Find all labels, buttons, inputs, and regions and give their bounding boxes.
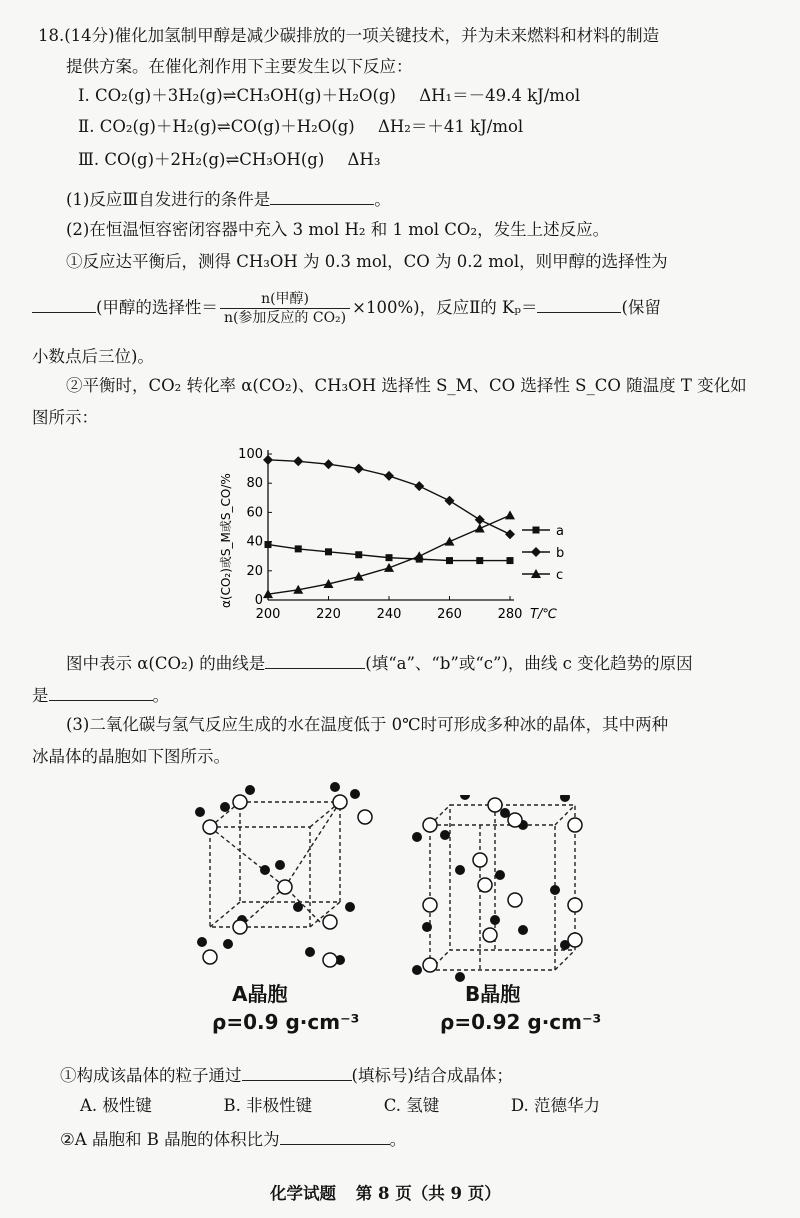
selectivity-fraction: $\frac{\text{n(甲醇)}}{\text{n(参加反应的 CO₂)}}$ [220,290,350,327]
question-intro-2: 提供方案。在催化剂作用下主要发生以下反应： [66,57,413,76]
option-b: B. 非极性键 [223,1096,313,1115]
part2-q2-line2: 图所示： [32,408,98,427]
point-b-280 [505,529,515,539]
y-tick-label: 100 [238,447,263,462]
legend-label-a: a [556,524,564,539]
option-list [80,1094,600,1118]
y-tick-label: 60 [246,505,263,521]
point-c-280 [505,510,515,519]
reaction-2: Ⅱ. CO₂(g)＋H₂(g)⇌CO(g)＋H₂O(g) ΔH₂＝＋41 kJ/mol [78,117,524,136]
point-b-220 [324,459,334,469]
part2-q2-line1: ②平衡时，CO₂ 转化率 α(CO₂)、CH₃OH 选择性 S_M、CO 选择性 S_CO 随温度 T 变化如 [66,376,747,395]
point-c-260 [445,537,455,546]
point-c-270 [475,523,485,532]
part3-q1: ①构成该晶体的粒子通过 (填标号)结合成晶体； [60,1062,513,1088]
reaction-2-enthalpy: ΔH₂＝＋41 kJ/mol [378,117,524,136]
cell-a-label: A晶胞 [232,982,288,1006]
answer-blank-selectivity[interactable] [32,294,96,313]
option-a: A. 极性键 [80,1096,152,1115]
point-b-210 [293,456,303,466]
cell-b-label: B晶胞 [465,982,521,1006]
answer-blank-kp[interactable] [537,294,621,313]
cell-b-density: ρ=0.92 g·cm⁻³ [440,1010,602,1034]
reaction-1-equation: CO₂(g)＋3H₂(g)⇌CH₃OH(g)＋H₂O(g) [95,86,396,105]
question-header [38,24,659,48]
point-a-210 [295,545,302,552]
reaction-3-equation: CO(g)＋2H₂(g)⇌CH₃OH(g) [104,150,325,169]
y-tick-label: 20 [246,563,263,579]
x-tick-label: 260 [437,607,462,622]
x-axis-label: T/℃ [530,607,557,622]
point-c-240 [384,563,394,572]
point-a-280 [507,557,514,564]
y-tick-label: 80 [246,476,263,492]
reaction-3-enthalpy: ΔH₃ [347,150,381,169]
answer-blank-reason[interactable] [49,682,153,701]
answer-blank-bond[interactable] [242,1062,352,1081]
reaction-1-enthalpy: ΔH₁＝－49.4 kJ/mol [419,86,581,105]
part2-q1-line1: ①反应达平衡后，测得 CH₃OH 为 0.3 mol，CO 为 0.2 mol，则甲醇的选择性为 [66,252,668,271]
y-tick-label: 0 [254,593,263,608]
cell-a-density: ρ=0.9 g·cm⁻³ [212,1010,360,1034]
option-d: D. 范德华力 [510,1096,600,1115]
part2-q2-reason: 是 。 [32,682,169,708]
point-b-270 [475,515,485,525]
reaction-1: Ⅰ. CO₂(g)＋3H₂(g)⇌CH₃OH(g)＋H₂O(g) ΔH₁＝－49.4 kJ/mol [78,86,581,105]
temperature-chart [210,440,590,640]
point-a-270 [476,557,483,564]
part3-line1: (3)二氧化碳与氢气反应生成的水在温度低于 0℃时可形成多种冰的晶体，其中两种 [66,715,669,734]
part3-q2: ②A 晶胞和 B 晶胞的体积比为 。 [60,1126,406,1152]
part2-text: (2)在恒温恒容密闭容器中充入 3 mol H₂ 和 1 mol CO₂，发生上述反应。 [66,220,610,239]
footer-subject: 化学试题 [270,1184,336,1203]
x-tick-label: 280 [497,607,523,622]
point-a-200 [265,541,272,548]
part2-q1-line3: 小数点后三位)。 [32,347,154,366]
reaction-3: Ⅲ. CO(g)＋2H₂(g)⇌CH₃OH(g) ΔH₃ [78,150,381,169]
legend-marker-a [533,527,540,534]
question-intro-1: 催化加氢制甲醇是减少碳排放的一项关键技术，并为未来燃料和材料的制造 [114,26,660,45]
point-b-230 [354,464,364,474]
part2-q1-formula: (甲醇的选择性＝ $\frac{\text{n(甲醇)}}{\text{n(参加反应的 CO₂)}}$ ×100%)，反应Ⅱ的 Kₚ＝ (保留 [32,290,661,327]
point-b-200 [263,455,273,465]
part2-q2-answer: 图中表示 α(CO₂) 的曲线是 (填“a”、“b”或“c”)，曲线 c 变化趋势的原因 [66,650,693,676]
point-b-240 [384,471,394,481]
x-tick-label: 200 [255,607,281,622]
point-b-250 [414,481,424,491]
y-axis-label: α(CO₂)或S_M或S_CO/% [219,473,233,608]
point-a-260 [446,557,453,564]
question-score: (14分) [64,26,115,45]
option-c: C. 氢键 [383,1096,440,1115]
answer-blank-curve[interactable] [265,650,365,669]
point-a-230 [355,551,362,558]
legend-label-b: b [556,546,565,561]
question-number: 18. [38,26,65,45]
part3-line2: 冰晶体的晶胞如下图所示。 [32,747,230,766]
y-tick-label: 40 [246,534,263,550]
footer-page: 第 8 页（共 9 页） [355,1184,501,1203]
page-footer [270,1182,501,1206]
reaction-2-equation: CO₂(g)＋H₂(g)⇌CO(g)＋H₂O(g) [99,117,355,136]
x-tick-label: 240 [376,607,402,622]
part1: (1)反应Ⅲ自发进行的条件是 。 [66,186,391,212]
answer-blank-volume[interactable] [280,1126,390,1145]
point-a-240 [386,554,393,561]
legend-marker-b [531,547,541,557]
point-b-260 [445,496,455,506]
point-a-220 [325,548,332,555]
ice-cell-b-diagram [405,795,605,985]
ice-cell-a-diagram [180,782,380,982]
legend-label-c: c [556,568,564,583]
x-tick-label: 220 [316,607,341,622]
answer-blank-1[interactable] [270,186,374,205]
